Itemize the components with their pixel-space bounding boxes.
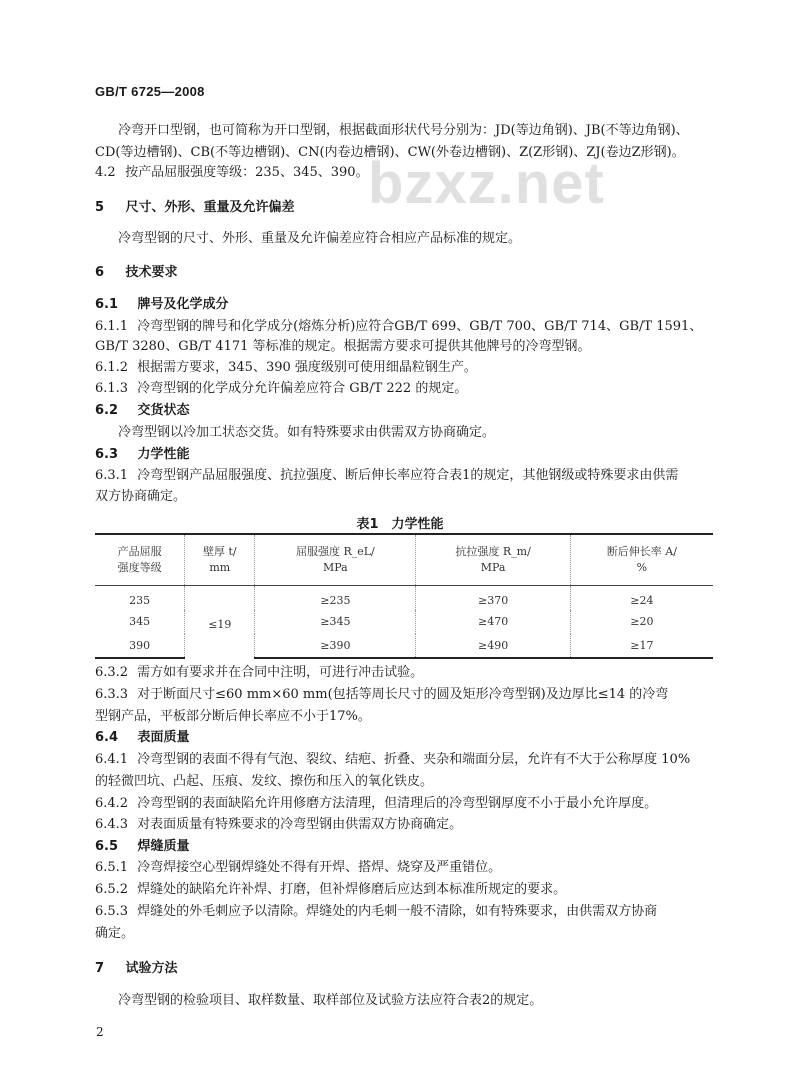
clause-title: 表面质量 <box>137 730 190 745</box>
clause-number: 6.5.2 <box>95 882 129 897</box>
clause-6-3-3 <box>95 686 668 704</box>
clause-text: 冷弯型钢的牌号和化学成分(熔炼分析)应符合GB/T 699、GB/T 700、GB/T 714、GB/T 1591、 <box>137 319 703 334</box>
clause-number: 6.1.3 <box>95 381 129 396</box>
clause-text: 按产品屈服强度等级：235、345、390。 <box>125 165 369 180</box>
clause-heading-6-2 <box>95 402 190 420</box>
grade-cell: 390 <box>95 634 185 658</box>
clause-number: 6.5.3 <box>95 904 129 919</box>
clause-number: 6.4.2 <box>95 796 129 811</box>
paragraph-line: 冷弯型钢的尺寸、外形、重量及允许偏差应符合相应产品标准的规定。 <box>118 231 522 246</box>
clause-title: 力学性能 <box>137 447 190 462</box>
paragraph-line: GB/T 3280、GB/T 4171 等标准的规定。根据需方要求可提供其他牌号的冷弯型钢。 <box>95 339 591 354</box>
yield-cell: ≥345 <box>255 610 416 634</box>
clause-6-1-2 <box>95 359 477 377</box>
clause-number: 6.1.2 <box>95 360 129 375</box>
thickness-cell: ≤19 <box>185 586 255 658</box>
paragraph-line: 冷弯型钢的检验项目、取样数量、取样部位及试验方法应符合表2的规定。 <box>118 993 543 1008</box>
clause-text: 焊缝处的缺陷允许补焊、打磨，但补焊修磨后应达到本标准所规定的要求。 <box>137 882 567 897</box>
mechanical-properties-table <box>95 533 713 659</box>
yield-cell: ≥390 <box>255 634 416 658</box>
clause-number: 6.3.3 <box>95 687 129 702</box>
clause-number: 6.4.1 <box>95 752 129 767</box>
clause-text: 冷弯型钢的表面不得有气泡、裂纹、结疤、折叠、夹杂和端面分层，允许有不大于公称厚度 10% <box>137 752 691 767</box>
clause-text: 对表面质量有特殊要求的冷弯型钢由供需双方协商确定。 <box>137 817 463 832</box>
paragraph-line: 的轻微凹坑、凸起、压痕、发纹、擦伤和压入的氧化铁皮。 <box>95 774 434 789</box>
clause-text: 需方如有要求并在合同中注明，可进行冲击试验。 <box>137 665 424 680</box>
clause-text: 冷弯型钢的化学成分允许偏差应符合 GB/T 222 的规定。 <box>137 381 468 396</box>
elongation-cell: ≥17 <box>570 634 713 658</box>
section-heading-6 <box>95 264 178 282</box>
clause-text: 焊缝处的外毛刺应予以清除。焊缝处的内毛刺一般不清除，如有特殊要求，由供需双方协商 <box>137 904 658 919</box>
paragraph-line: 冷弯开口型钢，也可简称为开口型钢，根据截面形状代号分别为：JD(等边角钢)、JB(不等边角钢)、 <box>118 123 689 138</box>
clause-number: 6.3.2 <box>95 665 129 680</box>
paragraph-line: 确定。 <box>95 926 135 941</box>
yield-cell: ≥235 <box>255 586 416 610</box>
paragraph-line: CD(等边槽钢)、CB(不等边槽钢)、CN(内卷边槽钢)、CW(外卷边槽钢)、Z(Z形钢)、ZJ(卷边Z形钢)。 <box>95 145 685 160</box>
clause-4-2 <box>95 164 369 182</box>
clause-text: 根据需方要求，345、390 强度级别可使用细晶粒钢生产。 <box>137 360 477 375</box>
clause-6-3-2 <box>95 664 423 682</box>
section-title: 技术要求 <box>125 265 178 280</box>
clause-title: 焊缝质量 <box>137 839 190 854</box>
section-number: 6 <box>95 265 105 280</box>
clause-number: 6.3 <box>95 447 119 462</box>
section-title: 尺寸、外形、重量及允许偏差 <box>125 200 295 215</box>
grade-cell: 235 <box>129 594 151 608</box>
clause-number: 6.4 <box>95 730 119 745</box>
clause-6-4-3 <box>95 816 462 834</box>
watermark: bzxz.net <box>368 151 605 216</box>
clause-heading-6-3 <box>95 446 190 464</box>
standard-code-header: GB/T 6725—2008 <box>95 84 205 99</box>
elongation-cell: ≥20 <box>570 610 713 634</box>
clause-6-3-1 <box>95 467 678 485</box>
clause-6-1-1 <box>95 318 702 336</box>
tensile-cell: ≥490 <box>416 634 570 658</box>
clause-heading-6-4 <box>95 729 190 747</box>
section-heading-5 <box>95 199 295 217</box>
clause-number: 6.1.1 <box>95 319 129 334</box>
paragraph-line: 双方协商确定。 <box>95 489 187 504</box>
clause-number: 6.5.1 <box>95 860 129 875</box>
clause-text: 冷弯型钢产品屈服强度、抗拉强度、断后伸长率应符合表1的规定，其他钢级或特殊要求由供需 <box>137 468 679 483</box>
paragraph-line: 型钢产品，平板部分断后伸长率应不小于17%。 <box>95 709 371 724</box>
clause-6-1-3 <box>95 380 467 398</box>
clause-text: 冷弯焊接空心型钢焊缝处不得有开焊、搭焊、烧穿及严重错位。 <box>137 860 502 875</box>
column-header: 壁厚 t/ mm <box>185 534 255 586</box>
clause-text: 对于断面尺寸≤60 mm×60 mm(包括等周长尺寸的圆及矩形冷弯型钢)及边厚比≤14 的冷弯 <box>137 687 669 702</box>
grade-cell: 345 <box>129 615 151 628</box>
clause-6-5-2 <box>95 881 566 899</box>
clause-heading-6-5 <box>95 838 190 856</box>
table-row <box>95 586 713 610</box>
column-header: 抗拉强度 R_m/ MPa <box>416 534 570 586</box>
page-number: 2 <box>96 1025 104 1039</box>
section-title: 试验方法 <box>125 961 178 976</box>
clause-title: 交货状态 <box>137 403 190 418</box>
section-number: 5 <box>95 200 105 215</box>
clause-number: 6.4.3 <box>95 817 129 832</box>
clause-number: 6.3.1 <box>95 468 129 483</box>
elongation-cell: ≥24 <box>570 586 713 610</box>
clause-title: 牌号及化学成分 <box>137 297 229 312</box>
tensile-cell: ≥470 <box>416 610 570 634</box>
column-header: 断后伸长率 A/ % <box>570 534 713 586</box>
table-title: 表1 力学性能 <box>356 517 444 532</box>
clause-6-5-3 <box>95 903 657 921</box>
clause-text: 冷弯型钢的表面缺陷允许用修磨方法清理，但清理后的冷弯型钢厚度不小于最小允许厚度。 <box>137 796 658 811</box>
clause-number: 6.5 <box>95 839 119 854</box>
section-heading-7 <box>95 960 178 978</box>
clause-6-5-1 <box>95 859 501 877</box>
paragraph-line: 冷弯型钢以冷加工状态交货。如有特殊要求由供需双方协商确定。 <box>118 425 496 440</box>
column-header: 屈服强度 R_eL/ MPa <box>255 534 416 586</box>
clause-number: 6.1 <box>95 297 119 312</box>
tensile-cell: ≥370 <box>416 586 570 610</box>
column-header: 产品屈服 强度等级 <box>95 534 185 586</box>
clause-heading-6-1 <box>95 296 229 314</box>
clause-number: 4.2 <box>95 165 116 180</box>
clause-6-4-1 <box>95 751 690 769</box>
section-number: 7 <box>95 961 105 976</box>
clause-6-4-2 <box>95 795 657 813</box>
clause-number: 6.2 <box>95 403 119 418</box>
